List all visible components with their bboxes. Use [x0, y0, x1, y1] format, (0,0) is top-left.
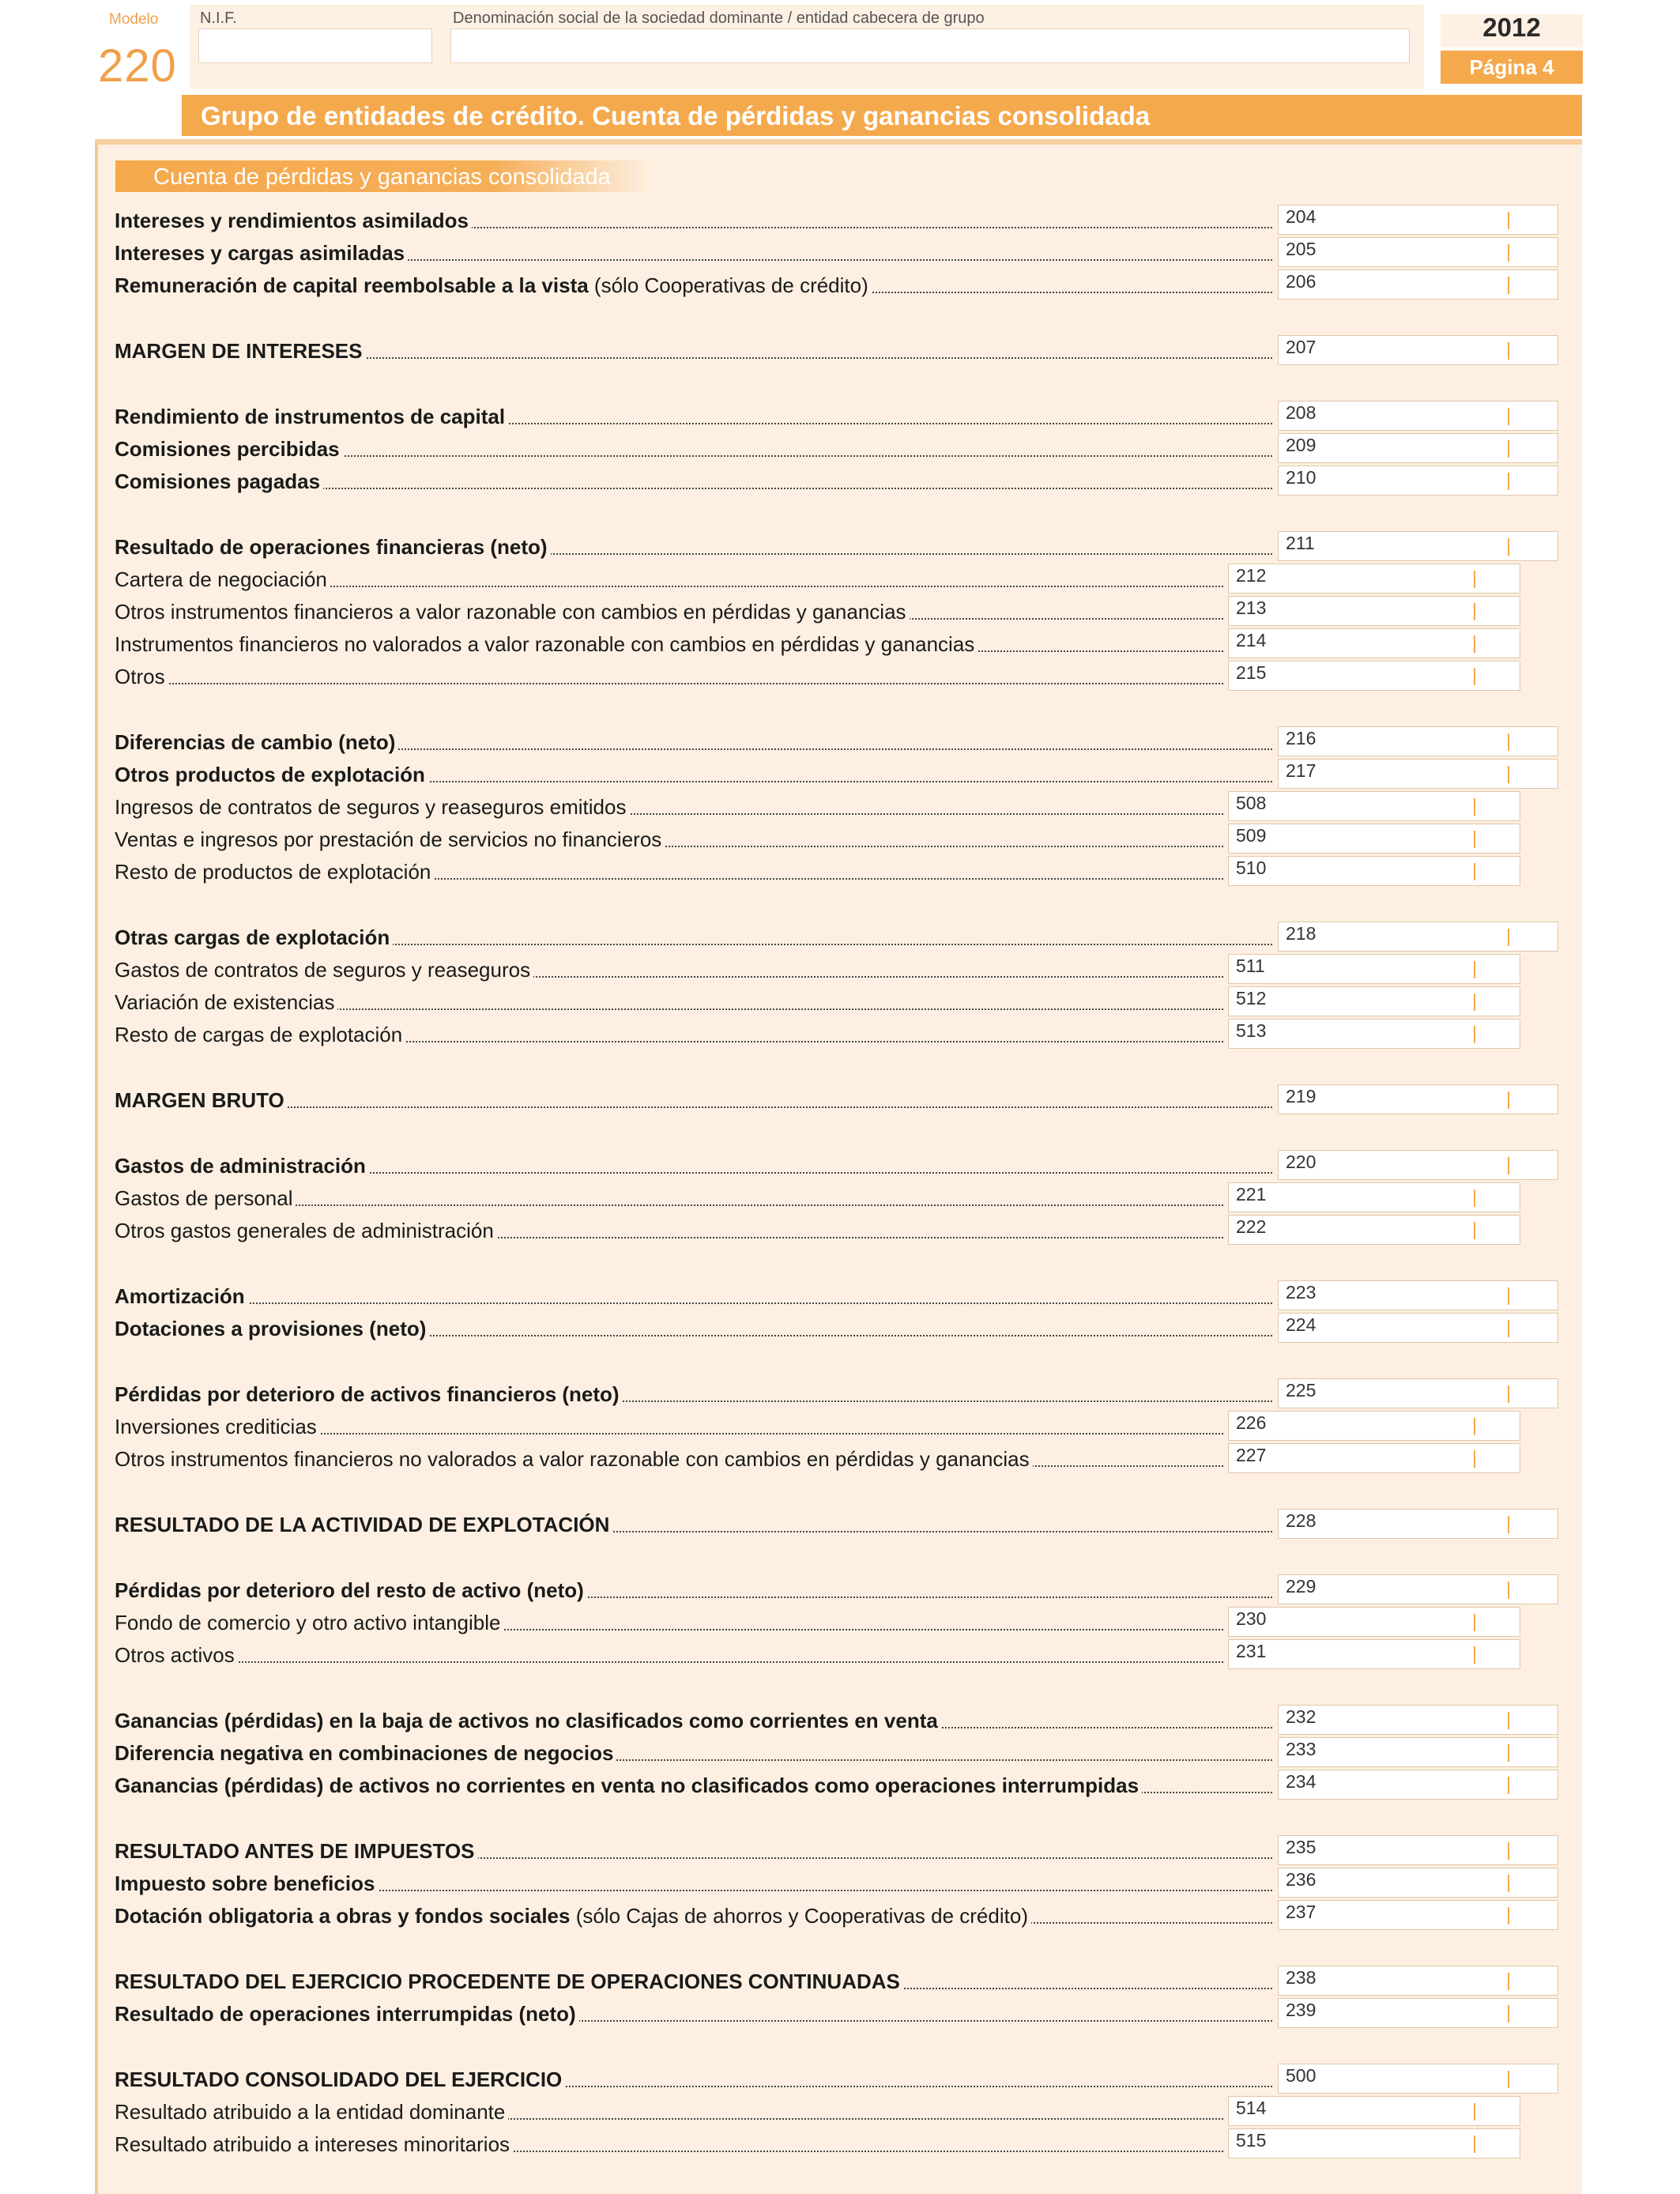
decimal-separator: [1474, 1418, 1475, 1435]
row-label-text: Cartera de negociación: [115, 567, 327, 591]
row-label-text: Intereses y rendimientos asimilados: [115, 209, 469, 232]
row-label-234: [115, 1773, 1272, 1798]
amount-field-211[interactable]: [1278, 531, 1558, 561]
row-label-text: Pérdidas por deterioro del resto de activo (neto): [115, 1578, 584, 1602]
decimal-separator: [1508, 1516, 1509, 1533]
amount-field-213[interactable]: [1228, 596, 1520, 626]
row-label-text: Dotaciones a provisiones (neto): [115, 1317, 427, 1340]
field-code-215: 215: [1236, 662, 1267, 683]
decimal-separator: [1508, 2071, 1509, 2088]
field-code-218: 218: [1286, 923, 1317, 944]
row-label-text: Otros instrumentos financieros a valor razonable con cambios en pérdidas y ganancias: [115, 600, 906, 624]
row-label-227: [115, 1446, 1223, 1472]
amount-field-235[interactable]: [1278, 1835, 1558, 1865]
field-code-207: 207: [1286, 337, 1317, 357]
amount-field-234[interactable]: [1278, 1770, 1558, 1800]
decimal-separator: [1508, 1287, 1509, 1305]
decimal-separator: [1474, 863, 1475, 880]
row-label-text: MARGEN BRUTO: [115, 1088, 284, 1112]
field-code-238: 238: [1286, 1967, 1317, 1988]
decimal-separator: [1508, 1091, 1509, 1109]
amount-field-221[interactable]: [1228, 1182, 1520, 1212]
row-label-210: [115, 469, 1272, 494]
row-label-207: [115, 338, 1272, 364]
field-code-234: 234: [1286, 1771, 1317, 1792]
row-label-text: Comisiones percibidas: [115, 437, 340, 461]
row-label-text: Pérdidas por deterioro de activos financieros (neto): [115, 1382, 620, 1406]
decimal-separator: [1474, 1222, 1475, 1239]
row-label-220: [115, 1153, 1272, 1178]
row-label-508: [115, 794, 1223, 820]
row-label-204: [115, 208, 1272, 233]
row-label-text: RESULTADO DEL EJERCICIO PROCEDENTE DE OPERACIONES CONTINUADAS: [115, 1970, 900, 1993]
field-code-237: 237: [1286, 1902, 1317, 1922]
field-code-509: 509: [1236, 825, 1267, 846]
field-code-225: 225: [1286, 1380, 1317, 1400]
row-label-233: [115, 1740, 1272, 1766]
amount-field-207[interactable]: [1278, 335, 1558, 365]
row-label-note: (sólo Cooperativas de crédito): [588, 273, 868, 297]
decimal-separator: [1508, 1581, 1509, 1599]
decimal-separator: [1508, 277, 1509, 294]
field-code-217: 217: [1286, 760, 1317, 781]
amount-field-217[interactable]: [1278, 759, 1558, 789]
row-label-512: [115, 990, 1223, 1015]
decimal-separator: [1474, 2103, 1475, 2120]
amount-field-231[interactable]: [1228, 1639, 1520, 1669]
decimal-separator: [1474, 571, 1475, 588]
amount-field-238[interactable]: [1278, 1966, 1558, 1996]
row-label-text: Impuesto sobre beneficios: [115, 1872, 375, 1895]
row-label-211: [115, 534, 1272, 560]
decimal-separator: [1474, 635, 1475, 653]
row-label-230: [115, 1610, 1223, 1635]
year: 2012: [1482, 13, 1541, 42]
decimal-separator: [1508, 2005, 1509, 2022]
row-label-text: Otros productos de explotación: [115, 763, 425, 786]
row-label-text: Resultado atribuido a intereses minoritarios: [115, 2132, 510, 2156]
row-label-text: MARGEN DE INTERESES: [115, 339, 363, 363]
row-label-text: Resto de cargas de explotación: [115, 1023, 403, 1046]
field-code-212: 212: [1236, 565, 1267, 586]
row-label-223: [115, 1284, 1272, 1309]
field-code-508: 508: [1236, 793, 1267, 813]
row-label-text: RESULTADO CONSOLIDADO DEL EJERCICIO: [115, 2068, 563, 2091]
row-label-231: [115, 1642, 1223, 1668]
field-code-500: 500: [1286, 2065, 1317, 2086]
amount-field-227[interactable]: [1228, 1443, 1520, 1473]
field-code-510: 510: [1236, 858, 1267, 878]
decimal-separator: [1474, 1189, 1475, 1207]
field-code-233: 233: [1286, 1739, 1317, 1759]
decimal-separator: [1508, 212, 1509, 229]
amount-field-224[interactable]: [1278, 1313, 1558, 1343]
amount-field-216[interactable]: [1278, 726, 1558, 756]
amount-field-230[interactable]: [1228, 1607, 1520, 1637]
row-label-236: [115, 1871, 1272, 1896]
amount-field-511[interactable]: [1228, 954, 1520, 984]
row-label-text: Instrumentos financieros no valorados a valor razonable con cambios en pérdidas y ganancias: [115, 632, 975, 656]
row-label-205: [115, 240, 1272, 266]
field-code-210: 210: [1286, 467, 1317, 488]
amount-field-208[interactable]: [1278, 401, 1558, 431]
decimal-separator: [1474, 668, 1475, 685]
nif-input[interactable]: [198, 28, 432, 63]
decimal-separator: [1508, 1973, 1509, 1990]
row-label-509: [115, 827, 1223, 852]
row-label-238: [115, 1969, 1272, 1994]
row-label-511: [115, 957, 1223, 982]
amount-field-218[interactable]: [1278, 922, 1558, 952]
row-label-text: RESULTADO ANTES DE IMPUESTOS: [115, 1839, 475, 1863]
decimal-separator: [1508, 440, 1509, 458]
amount-field-500[interactable]: [1278, 2064, 1558, 2094]
row-label-text: Ganancias (pérdidas) de activos no corrientes en venta no clasificados como operaciones interrumpidas: [115, 1774, 1139, 1797]
field-code-515: 515: [1236, 2130, 1267, 2151]
row-label-text: Ingresos de contratos de seguros y reaseguros emitidos: [115, 795, 627, 819]
field-code-211: 211: [1286, 533, 1315, 553]
row-label-text: Intereses y cargas asimiladas: [115, 241, 405, 265]
amount-field-205[interactable]: [1278, 237, 1558, 267]
amount-field-206[interactable]: [1278, 270, 1558, 300]
row-label-text: Gastos de personal: [115, 1186, 293, 1210]
field-code-231: 231: [1236, 1641, 1267, 1661]
field-code-236: 236: [1286, 1869, 1317, 1890]
row-label-217: [115, 762, 1272, 787]
field-code-221: 221: [1236, 1184, 1267, 1204]
decimal-separator: [1508, 244, 1509, 262]
field-code-213: 213: [1236, 598, 1267, 618]
row-label-text: Resto de productos de explotación: [115, 860, 431, 884]
row-label-text: Otros instrumentos financieros no valorados a valor razonable con cambios en pérdidas y ganancias: [115, 1447, 1030, 1471]
row-label-text: Remuneración de capital reembolsable a la vista: [115, 273, 589, 297]
amount-field-509[interactable]: [1228, 824, 1520, 854]
row-label-text: Diferencias de cambio (neto): [115, 730, 396, 754]
amount-field-229[interactable]: [1278, 1574, 1558, 1604]
amount-field-204[interactable]: [1278, 205, 1558, 235]
field-code-230: 230: [1236, 1608, 1267, 1629]
amount-field-239[interactable]: [1278, 1998, 1558, 2028]
amount-field-223[interactable]: [1278, 1280, 1558, 1310]
row-label-text: Ventas e ingresos por prestación de servicios no financieros: [115, 827, 662, 851]
decimal-separator: [1508, 733, 1509, 751]
amount-field-513[interactable]: [1228, 1019, 1520, 1049]
row-label-228: [115, 1512, 1272, 1537]
row-label-text: Ganancias (pérdidas) en la baja de activos no clasificados como corrientes en venta: [115, 1709, 938, 1732]
field-code-235: 235: [1286, 1837, 1317, 1857]
row-label-text: Rendimiento de instrumentos de capital: [115, 405, 506, 428]
decimal-separator: [1508, 408, 1509, 425]
leader-dots: [115, 683, 1223, 684]
modelo-number: 220: [98, 40, 177, 92]
row-label-213: [115, 599, 1223, 624]
field-code-224: 224: [1286, 1314, 1317, 1335]
field-code-239: 239: [1286, 2000, 1317, 2020]
amount-field-510[interactable]: [1228, 856, 1520, 886]
amount-field-508[interactable]: [1228, 791, 1520, 821]
row-label-text: Resultado atribuido a la entidad dominante: [115, 2100, 506, 2124]
amount-field-214[interactable]: [1228, 628, 1520, 658]
row-label-229: [115, 1578, 1272, 1603]
leader-dots: [115, 1106, 1272, 1108]
denominacion-input[interactable]: [450, 28, 1410, 63]
row-label-515: [115, 2132, 1223, 2157]
leader-dots: [115, 1661, 1223, 1663]
amount-field-209[interactable]: [1278, 433, 1558, 463]
amount-field-219[interactable]: [1278, 1084, 1558, 1114]
field-code-220: 220: [1286, 1152, 1317, 1172]
field-code-222: 222: [1236, 1216, 1267, 1237]
row-label-text: RESULTADO DE LA ACTIVIDAD DE EXPLOTACIÓN: [115, 1513, 610, 1536]
row-label-text: Gastos de contratos de seguros y reaseguros: [115, 958, 531, 982]
amount-field-215[interactable]: [1228, 661, 1520, 691]
amount-field-212[interactable]: [1228, 564, 1520, 594]
decimal-separator: [1508, 1385, 1509, 1403]
row-label-text: Otros: [115, 665, 165, 688]
amount-field-222[interactable]: [1228, 1215, 1520, 1245]
amount-field-236[interactable]: [1278, 1868, 1558, 1898]
row-label-text: Gastos de administración: [115, 1154, 366, 1178]
field-code-512: 512: [1236, 988, 1267, 1008]
decimal-separator: [1474, 2136, 1475, 2153]
amount-field-226[interactable]: [1228, 1411, 1520, 1441]
decimal-separator: [1508, 473, 1509, 490]
row-label-text: Resultado de operaciones financieras (neto): [115, 535, 548, 559]
row-label-text: Otros gastos generales de administración: [115, 1219, 494, 1242]
row-label-221: [115, 1186, 1223, 1211]
row-label-text: Resultado de operaciones interrumpidas (neto): [115, 2002, 576, 2026]
field-code-214: 214: [1236, 630, 1267, 650]
row-label-text: Amortización: [115, 1284, 245, 1308]
field-code-513: 513: [1236, 1020, 1267, 1041]
field-code-226: 226: [1236, 1412, 1267, 1433]
field-code-232: 232: [1286, 1706, 1317, 1727]
field-code-229: 229: [1286, 1576, 1317, 1596]
row-label-237: [115, 1903, 1272, 1928]
row-label-214: [115, 631, 1223, 657]
row-label-text: Otras cargas de explotación: [115, 925, 390, 949]
row-label-206: [115, 273, 1272, 298]
decimal-separator: [1474, 831, 1475, 848]
row-label-510: [115, 859, 1223, 884]
row-label-text: Inversiones crediticias: [115, 1415, 317, 1438]
section-title: Cuenta de pérdidas y ganancias consolidada: [115, 160, 653, 192]
row-label-232: [115, 1708, 1272, 1733]
row-label-215: [115, 664, 1223, 689]
row-label-209: [115, 436, 1272, 462]
amount-field-232[interactable]: [1278, 1705, 1558, 1735]
row-label-239: [115, 2001, 1272, 2026]
field-code-219: 219: [1286, 1086, 1317, 1106]
field-code-514: 514: [1236, 2098, 1267, 2118]
amount-field-228[interactable]: [1278, 1509, 1558, 1539]
row-label-text: Otros activos: [115, 1643, 235, 1667]
leader-dots: [115, 1302, 1272, 1304]
row-label-226: [115, 1414, 1223, 1439]
page-number: Página 4: [1441, 51, 1583, 84]
decimal-separator: [1508, 538, 1509, 556]
field-code-227: 227: [1236, 1445, 1267, 1465]
row-label-text: Dotación obligatoria a obras y fondos sociales: [115, 1904, 571, 1928]
field-code-204: 204: [1286, 206, 1317, 227]
decimal-separator: [1474, 1026, 1475, 1043]
row-label-225: [115, 1382, 1272, 1407]
field-code-228: 228: [1286, 1510, 1317, 1531]
modelo-label: Modelo: [109, 11, 159, 28]
page-title: Grupo de entidades de crédito. Cuenta de pérdidas y ganancias consolidada: [182, 95, 1582, 136]
decimal-separator: [1508, 1842, 1509, 1860]
amount-field-515[interactable]: [1228, 2128, 1520, 2158]
decimal-separator: [1508, 1777, 1509, 1794]
row-label-208: [115, 404, 1272, 429]
amount-field-237[interactable]: [1278, 1900, 1558, 1930]
row-label-222: [115, 1218, 1223, 1243]
decimal-separator: [1508, 1157, 1509, 1174]
row-label-text: Diferencia negativa en combinaciones de negocios: [115, 1741, 614, 1765]
row-label-218: [115, 925, 1272, 950]
nif-label: N.I.F.: [200, 9, 237, 27]
decimal-separator: [1474, 603, 1475, 620]
field-code-216: 216: [1286, 728, 1317, 748]
row-label-note: (sólo Cajas de ahorros y Cooperativas de crédito): [570, 1904, 1028, 1928]
decimal-separator: [1508, 1907, 1509, 1924]
decimal-separator: [1474, 798, 1475, 816]
row-label-text: Variación de existencias: [115, 990, 335, 1014]
decimal-separator: [1474, 1614, 1475, 1631]
decimal-separator: [1508, 929, 1509, 946]
amount-field-512[interactable]: [1228, 986, 1520, 1016]
row-label-219: [115, 1088, 1272, 1113]
decimal-separator: [1474, 1646, 1475, 1664]
decimal-separator: [1474, 961, 1475, 978]
decimal-separator: [1508, 1712, 1509, 1729]
amount-field-210[interactable]: [1278, 466, 1558, 496]
field-code-223: 223: [1286, 1282, 1317, 1302]
decimal-separator: [1508, 342, 1509, 360]
field-code-205: 205: [1286, 239, 1317, 259]
row-label-514: [115, 2099, 1223, 2124]
decimal-separator: [1508, 1320, 1509, 1337]
field-code-511: 511: [1236, 956, 1265, 976]
field-code-209: 209: [1286, 435, 1317, 455]
amount-field-514[interactable]: [1228, 2096, 1520, 2126]
row-label-212: [115, 567, 1223, 592]
amount-field-233[interactable]: [1278, 1737, 1558, 1767]
decimal-separator: [1508, 1744, 1509, 1762]
decimal-separator: [1508, 766, 1509, 783]
row-label-224: [115, 1316, 1272, 1341]
field-code-208: 208: [1286, 402, 1317, 423]
row-label-513: [115, 1022, 1223, 1047]
decimal-separator: [1474, 1450, 1475, 1468]
amount-field-220[interactable]: [1278, 1150, 1558, 1180]
row-label-text: Comisiones pagadas: [115, 469, 321, 493]
row-label-216: [115, 729, 1272, 755]
amount-field-225[interactable]: [1278, 1378, 1558, 1408]
decimal-separator: [1474, 993, 1475, 1011]
decimal-separator: [1508, 1875, 1509, 1892]
field-code-206: 206: [1286, 271, 1317, 292]
row-label-235: [115, 1838, 1272, 1864]
row-label-500: [115, 2067, 1272, 2092]
row-label-text: Fondo de comercio y otro activo intangible: [115, 1611, 501, 1634]
denominacion-label: Denominación social de la sociedad dominante / entidad cabecera de grupo: [453, 9, 985, 27]
